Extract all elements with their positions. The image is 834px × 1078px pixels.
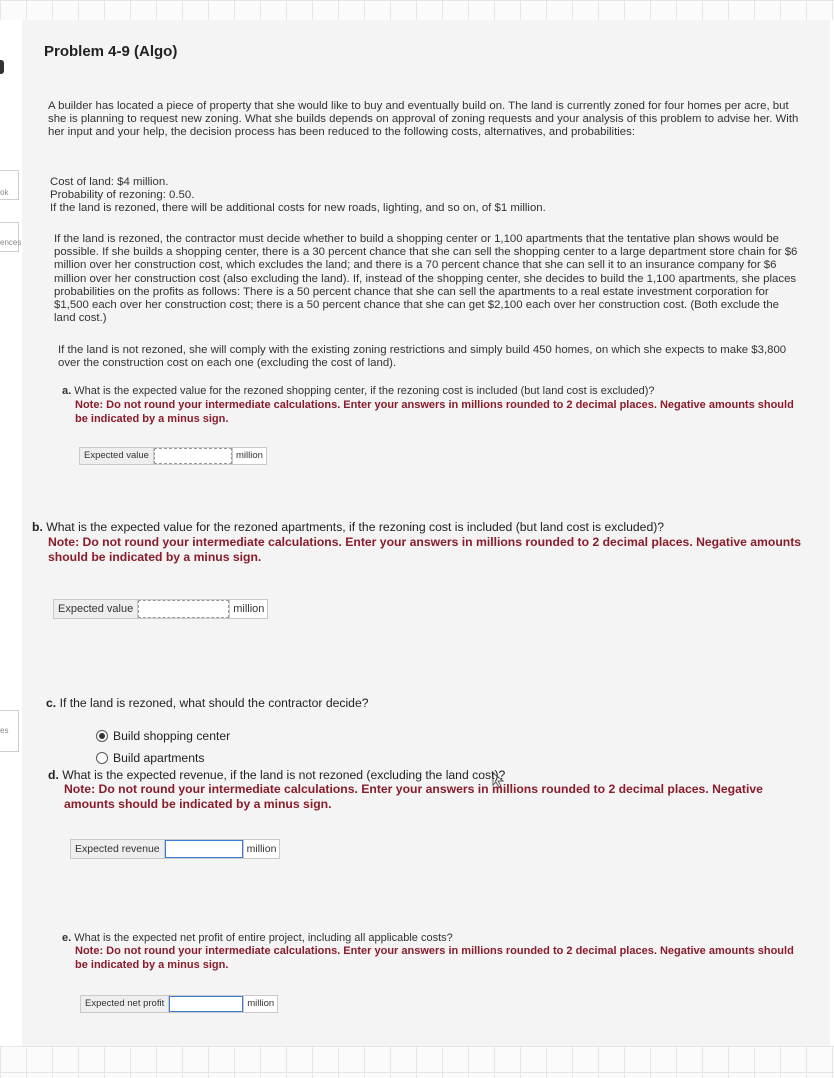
question-b-input[interactable]: [138, 600, 229, 618]
question-c-text: If the land is rezoned, what should the contractor decide?: [59, 696, 369, 710]
problem-title: Problem 4-9 (Algo): [44, 43, 178, 60]
question-b-letter: b.: [32, 520, 43, 534]
background-grid-top: [0, 0, 834, 20]
question-d-field: [70, 839, 280, 859]
radio-shopping-center[interactable]: [96, 730, 108, 742]
question-b-unit: million: [229, 600, 267, 618]
question-e-field-label: Expected net profit: [81, 996, 169, 1012]
question-e-letter: e.: [62, 932, 72, 944]
sidebar-label-book: ok: [0, 188, 9, 197]
problem-facts: [50, 176, 810, 216]
question-e-text: What is the expected net profit of entire project, including all applicable costs?: [74, 932, 453, 944]
question-a-field: [79, 447, 267, 465]
question-e-field: [80, 995, 278, 1013]
question-e-input[interactable]: [169, 996, 243, 1012]
question-a-letter: a.: [62, 385, 72, 397]
rezoned-paragraph: If the land is rezoned, the contractor must decide whether to build a shopping center or 1,100 apartments that the tentative plan shows would be possible. If she builds a shopping center, there is a 30 percent chance that she can sell the shopping center to a large department store chain for $6 million over her construction cost, which excludes the land; and there is a 70 percent chance that she can sell it to an insurance company for $6 million over her construction cost (also excluding the land). If, instead of the shopping center, she decides to build the 1,100 apartments, she places probabilities on the profits as follows: There is a 50 percent chance that she can sell the apartments to a real estate investment corporation for $1,500 each over her construction cost; there is a 50 percent chance that she can get $2,100 each over her construction cost. (Both exclude the land cost.): [54, 233, 798, 325]
radio-apartments[interactable]: [96, 752, 108, 764]
cost-of-land: Cost of land: $4 million.: [50, 176, 169, 188]
question-a: [62, 385, 792, 398]
question-e: [62, 932, 802, 945]
question-d-unit: million: [243, 840, 280, 858]
question-b-text: What is the expected value for the rezoned apartments, if the rezoning cost is included (but land cost is excluded)?: [46, 520, 665, 534]
problem-intro: A builder has located a piece of property that she would like to buy and eventually build on. The land is currently zoned for four homes per acre, but she is planning to request new zoning. What she builds depends on approval of zoning requests and your analysis of this problem to advise her. With her input and your help, the decision process has been reduced to the following costs, alternatives, and probabilities:: [48, 100, 799, 139]
option-apartments[interactable]: [96, 751, 204, 765]
sidebar-label-extra: es: [0, 726, 9, 735]
option-shopping-center[interactable]: [96, 729, 230, 743]
option-apartments-label: Build apartments: [113, 751, 205, 765]
question-d-input[interactable]: [165, 840, 243, 858]
sidebar-label-references: ences: [0, 238, 22, 247]
question-e-note: Note: Do not round your intermediate calculations. Enter your answers in millions rounded to 2 decimal places. Negative amounts should be indicated by a minus sign.: [75, 945, 794, 971]
question-a-input[interactable]: [154, 448, 232, 464]
question-b-field: [53, 599, 268, 619]
question-d-field-label: Expected revenue: [71, 840, 165, 858]
question-c: [46, 696, 746, 711]
sidebar: [0, 20, 23, 1046]
question-c-letter: c.: [46, 696, 57, 710]
question-a-note: Note: Do not round your intermediate calculations. Enter your answers in millions rounded to 2 decimal places. Negative amounts should be indicated by a minus sign.: [75, 399, 794, 425]
question-a-field-label: Expected value: [80, 448, 154, 464]
sidebar-marker: [0, 60, 4, 74]
probability-rezoning: Probability of rezoning: 0.50.: [50, 189, 195, 202]
question-e-unit: million: [243, 996, 277, 1012]
question-d-note: Note: Do not round your intermediate calculations. Enter your answers in millions rounded to 2 decimal places. Negative amounts should be indicated by a minus sign.: [64, 782, 763, 811]
additional-costs: If the land is rezoned, there will be additional costs for new roads, lighting, and so on, of $1 million.: [50, 202, 546, 215]
question-d: [48, 768, 808, 783]
background-grid-bottom: [0, 1046, 834, 1078]
question-d-letter: d.: [48, 768, 59, 782]
question-d-text: What is the expected revenue, if the land is not rezoned (excluding the land cost)?: [62, 768, 506, 782]
option-shopping-center-label: Build shopping center: [113, 729, 231, 743]
question-b-note: Note: Do not round your intermediate calculations. Enter your answers in millions rounded to 2 decimal places. Negative amounts should be indicated by a minus sign.: [48, 535, 802, 564]
question-a-unit: million: [232, 448, 266, 464]
not-rezoned-paragraph: If the land is not rezoned, she will comply with the existing zoning restrictions and simply build 450 homes, on which she expects to make $3,800 over the construction cost on each one (excluding the cost of land).: [58, 344, 787, 370]
question-a-text: What is the expected value for the rezoned shopping center, if the rezoning cost is included (but land cost is excluded)?: [74, 385, 655, 397]
question-b-field-label: Expected value: [54, 600, 138, 618]
sidebar-tab-references[interactable]: [0, 222, 22, 252]
question-b: [32, 520, 822, 535]
